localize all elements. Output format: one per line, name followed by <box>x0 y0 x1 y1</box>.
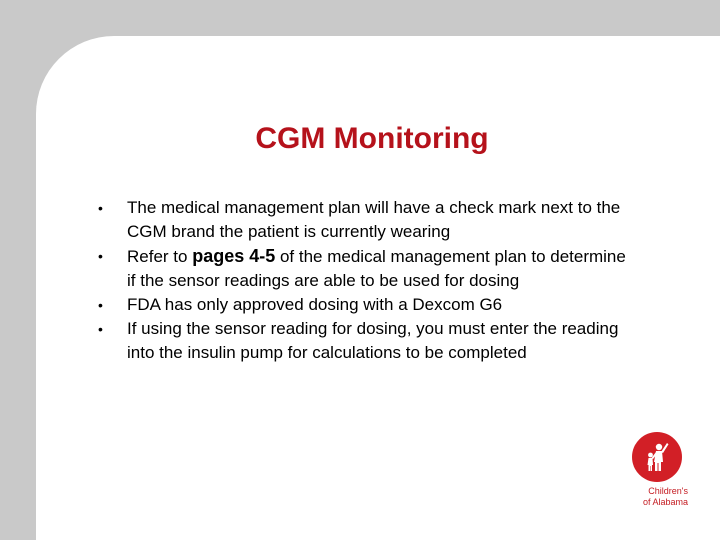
childrens-of-alabama-logo <box>626 432 688 516</box>
bullet-list <box>90 196 630 365</box>
bullet-text: The medical management plan will have a check mark next to the CGM brand the patient is currently wearing <box>127 198 621 241</box>
bullet-dot: • <box>98 321 103 337</box>
bullet-item <box>90 244 630 293</box>
bullet-dot: • <box>98 297 103 313</box>
bullet-dot: • <box>98 248 103 264</box>
logo-text-line1: Children's <box>648 486 688 496</box>
bullet-item <box>90 196 630 244</box>
logo-text <box>626 486 688 508</box>
logo-circle <box>632 432 682 482</box>
bullet-bold-text: pages 4-5 <box>192 246 276 266</box>
bullet-item <box>90 317 630 365</box>
children-figures-icon <box>632 432 682 482</box>
bullet-item <box>90 293 630 317</box>
bullet-text-continued: of the medical management plan to determine if the sensor readings are able to be used for dosing <box>127 247 626 290</box>
bullet-dot: • <box>98 200 103 216</box>
logo-text-line2: of Alabama <box>642 497 688 507</box>
bullet-text: Refer to <box>127 247 193 266</box>
slide-title: CGM Monitoring <box>255 122 489 155</box>
bullet-text: If using the sensor reading for dosing, you must enter the reading into the insulin pump for calculations to be completed <box>127 319 619 362</box>
bullet-text: FDA has only approved dosing with a Dexcom G6 <box>127 295 503 314</box>
